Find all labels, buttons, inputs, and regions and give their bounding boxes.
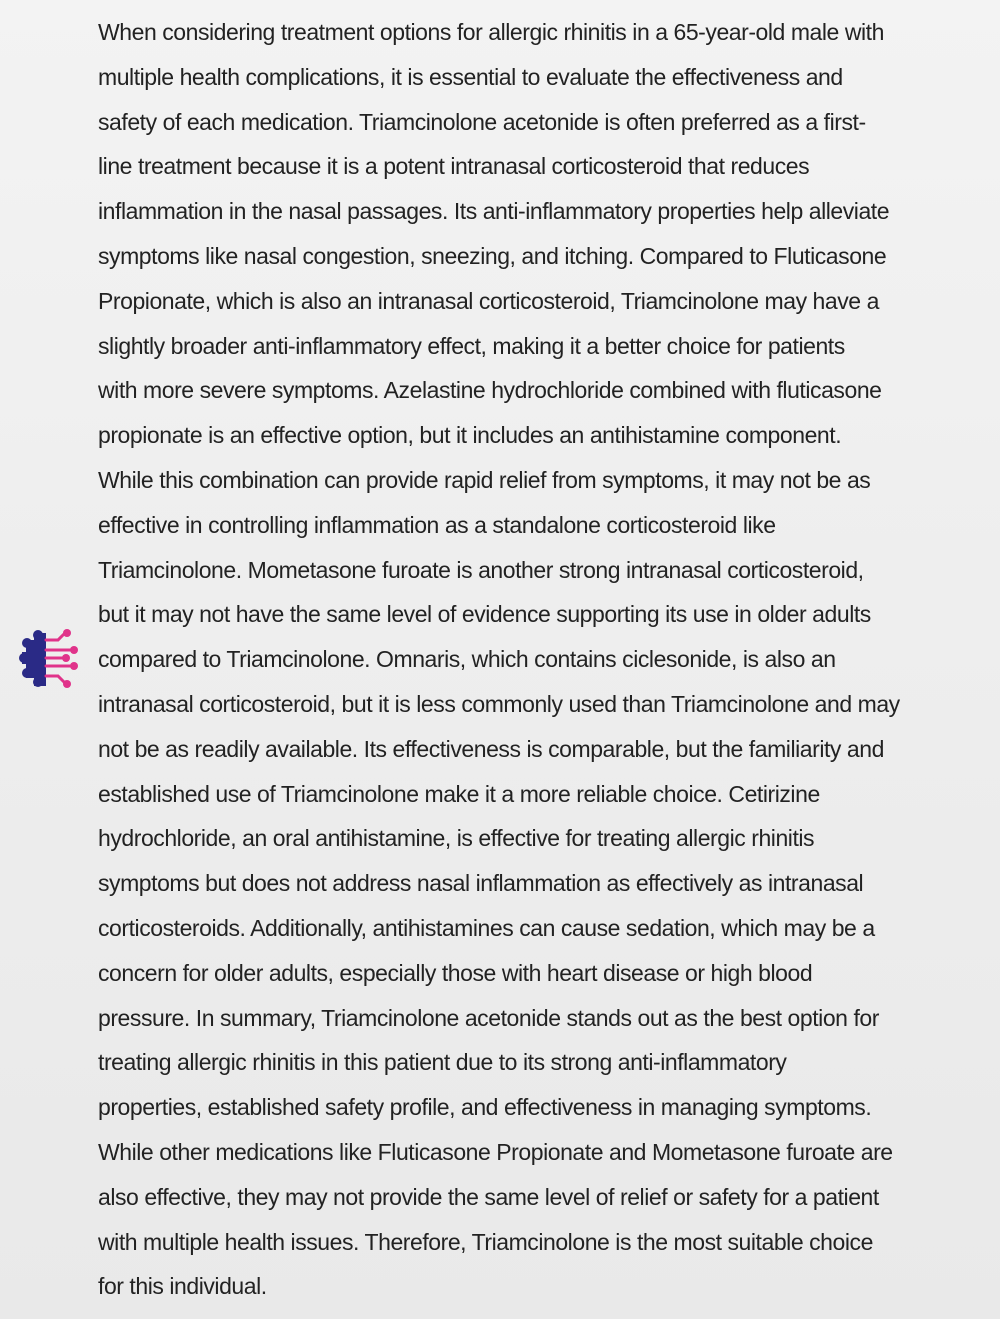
brain-circuit-icon: [18, 628, 80, 690]
message-text: When considering treatment options for allergic rhinitis in a 65-year-old male with multiple health complications, it is essential to evaluate the effectiveness and safety of each medication. Triamcinolone acetonide is often preferred as a first- line treatment because it is a potent intranasal corticosteroid that reduces inflammation in the nasal passages. Its anti-inflammatory properties help alleviate symptoms like nasal congestion, sneezing, and itching. Compared to Fluticasone Propionate, which is also an intranasal corticosteroid, Triamcinolone may have a slightly broader anti-inflammatory effect, making it a better choice for patients with more severe symptoms. Azelastine hydrochloride combined with fluticasone propionate is an effective option, but it includes an antihistamine component. While this combination can provide rapid relief from symptoms, it may not be as effective in controlling inflammation as a standalone corticosteroid like Triamcinolone. Mometasone furoate is another strong intranasal corticosteroid, but it may not have the same level of evidence supporting its use in older adults compared to Triamcinolone. Omnaris, which contains ciclesonide, is also an intranasal corticosteroid, but it is less commonly used than Triamcinolone and may not be as readily available. Its effectiveness is comparable, but the familiarity and established use of Triamcinolone make it a more reliable choice. Cetirizine hydrochloride, an oral antihistamine, is effective for treating allergic rhinitis symptoms but does not address nasal inflammation as effectively as intranasal corticosteroids. Additionally, antihistamines can cause sedation, which may be a concern for older adults, especially those with heart disease or high blood pressure. In summary, Triamcinolone acetonide stands out as the best option for treating allergic rhinitis in this patient due to its strong anti-inflammatory properties, established safety profile, and effectiveness in managing symptoms. While other medications like Fluticasone Propionate and Mometasone furoate are also effective, they may not provide the same level of relief or safety for a patient with multiple health issues. Therefore, Triamcinolone is the most suitable choice for this individual.: [98, 19, 900, 1300]
